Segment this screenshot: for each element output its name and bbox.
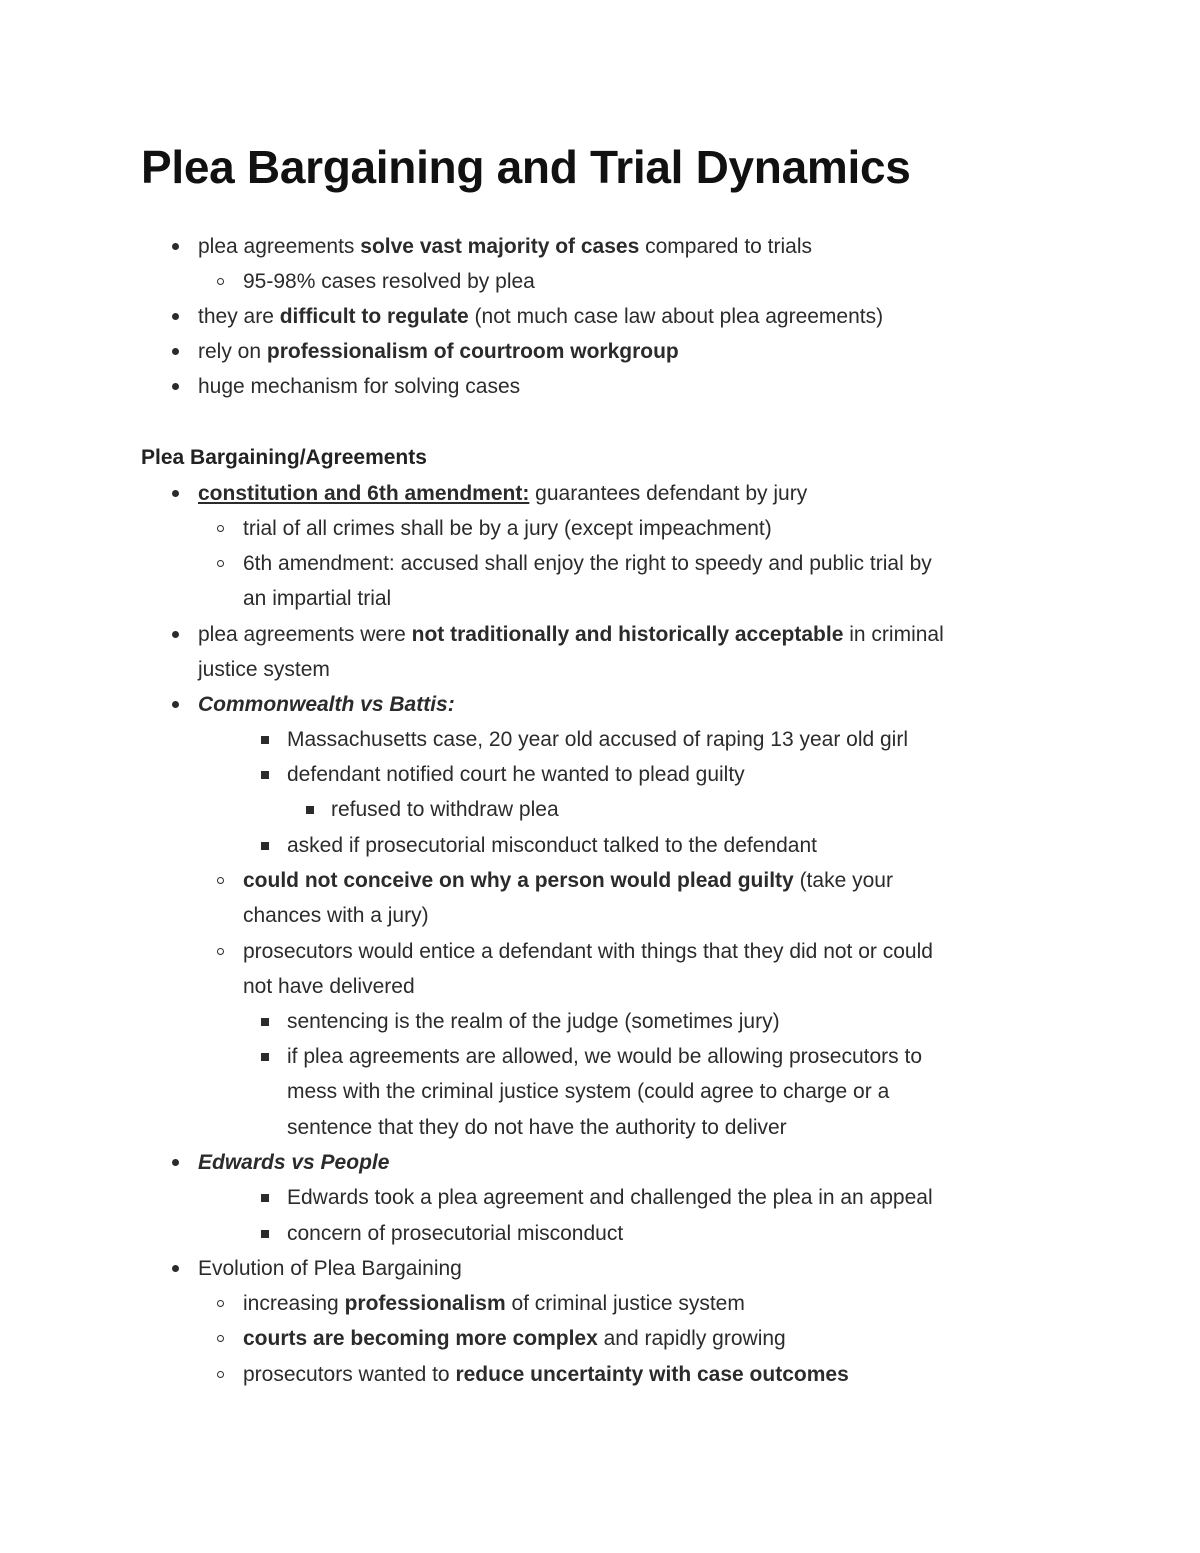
disc-bullet-icon: [172, 1265, 179, 1272]
item-text: if plea agreements are allowed, we would be allowing prosecutors to: [287, 1045, 923, 1068]
list-item: [243, 546, 932, 581]
case-name: Edwards vs People: [198, 1151, 390, 1174]
item-text: huge mechanism for solving cases: [198, 375, 521, 398]
section-heading: Plea Bargaining/Agreements: [141, 446, 427, 469]
item-text: Edwards took a plea agreement and challenged the plea in an appeal: [287, 1186, 933, 1209]
item-text: of criminal justice system: [505, 1292, 745, 1315]
page-title: Plea Bargaining and Trial Dynamics: [141, 141, 911, 193]
square-bullet-icon: [261, 1053, 269, 1061]
circle-bullet-icon: [217, 525, 224, 532]
item-text: defendant notified court he wanted to plead guilty: [287, 763, 745, 786]
item-text-bold: courts are becoming more complex: [243, 1327, 598, 1350]
square-bullet-icon: [261, 1018, 269, 1026]
circle-bullet-icon: [217, 1335, 224, 1342]
disc-bullet-icon: [172, 313, 179, 320]
square-bullet-icon: [261, 842, 269, 850]
list-item: [243, 264, 535, 299]
item-text: asked if prosecutorial misconduct talked to the defendant: [287, 834, 817, 857]
item-text: Massachusetts case, 20 year old accused of raping 13 year old girl: [287, 728, 909, 751]
list-item: [198, 476, 807, 511]
item-text: justice system: [198, 658, 330, 681]
item-text: prosecutors would entice a defendant with things that they did not or could: [243, 940, 933, 963]
list-item: [198, 687, 455, 722]
item-text: rely on: [198, 340, 267, 363]
disc-bullet-icon: [172, 631, 179, 638]
list-item: [243, 1321, 786, 1356]
list-item: [243, 1286, 745, 1321]
item-text-bold: not traditionally and historically acceptable: [411, 623, 844, 646]
list-item: [287, 1180, 933, 1215]
list-item: [243, 1357, 849, 1392]
item-text-bold: solve vast majority of cases: [360, 235, 640, 258]
list-item: [198, 229, 812, 264]
square-bullet-icon: [261, 771, 269, 779]
list-item: [287, 1216, 623, 1251]
list-item: [287, 1004, 780, 1039]
disc-bullet-icon: [172, 383, 179, 390]
item-text: (take your: [793, 869, 893, 892]
list-item: [331, 792, 559, 827]
list-item: [243, 511, 772, 546]
item-text: sentence that they do not have the authority to deliver: [287, 1116, 787, 1139]
list-item: [198, 334, 679, 369]
disc-bullet-icon: [172, 348, 179, 355]
list-item: [243, 934, 933, 969]
list-item: [198, 299, 883, 334]
item-text: not have delivered: [243, 975, 415, 998]
list-item: [198, 617, 944, 652]
item-text: increasing: [243, 1292, 345, 1315]
item-text: mess with the criminal justice system (could agree to charge or a: [287, 1080, 890, 1103]
item-text: prosecutors wanted to: [243, 1363, 456, 1386]
list-item: [198, 369, 520, 404]
list-item-continuation: [198, 652, 330, 687]
item-text: Evolution of Plea Bargaining: [198, 1257, 462, 1280]
item-text-bold: professionalism of courtroom workgroup: [266, 340, 679, 363]
list-item: [198, 1145, 389, 1180]
square-bullet-icon: [261, 1194, 269, 1202]
list-item: [198, 1251, 462, 1286]
item-text-bold: could not conceive on why a person would plead guilty: [243, 869, 794, 892]
disc-bullet-icon: [172, 490, 179, 497]
circle-bullet-icon: [217, 948, 224, 955]
disc-bullet-icon: [172, 1159, 179, 1166]
item-text: in criminal: [843, 623, 944, 646]
list-item-continuation: [287, 1110, 787, 1145]
list-item-continuation: [243, 969, 415, 1004]
item-text: plea agreements: [198, 235, 361, 258]
case-name: Commonwealth vs Battis:: [198, 693, 455, 716]
circle-bullet-icon: [217, 278, 224, 285]
item-text: (not much case law about plea agreements): [468, 305, 884, 328]
item-text: an impartial trial: [243, 587, 392, 610]
disc-bullet-icon: [172, 701, 179, 708]
circle-bullet-icon: [217, 560, 224, 567]
item-text: compared to trials: [639, 235, 813, 258]
list-item: [287, 828, 817, 863]
item-text: trial of all crimes shall be by a jury (except impeachment): [243, 517, 772, 540]
square-bullet-icon: [261, 736, 269, 744]
item-text-bold: professionalism: [344, 1292, 506, 1315]
list-item-continuation: [243, 898, 429, 933]
item-text: 95-98% cases resolved by plea: [243, 270, 535, 293]
item-text: and rapidly growing: [597, 1327, 786, 1350]
circle-bullet-icon: [217, 1300, 224, 1307]
list-item: [243, 863, 893, 898]
item-text-bold: reduce uncertainty with case outcomes: [455, 1363, 849, 1386]
item-text-bold-underline: constitution and 6th amendment:: [198, 482, 530, 505]
item-text: refused to withdraw plea: [331, 798, 559, 821]
item-text: concern of prosecutorial misconduct: [287, 1222, 624, 1245]
list-item: [287, 1039, 922, 1074]
list-item: [287, 757, 745, 792]
item-text: 6th amendment: accused shall enjoy the right to speedy and public trial by: [243, 552, 932, 575]
item-text: plea agreements were: [198, 623, 412, 646]
item-text: guarantees defendant by jury: [529, 482, 808, 505]
circle-bullet-icon: [217, 1371, 224, 1378]
item-text: they are: [198, 305, 280, 328]
square-bullet-icon: [261, 1230, 269, 1238]
square-bullet-icon: [306, 806, 314, 814]
item-text: sentencing is the realm of the judge (sometimes jury): [287, 1010, 780, 1033]
list-item-continuation: [287, 1074, 889, 1109]
disc-bullet-icon: [172, 243, 179, 250]
list-item-continuation: [243, 581, 391, 616]
item-text-bold: difficult to regulate: [279, 305, 469, 328]
list-item: [287, 722, 908, 757]
item-text: chances with a jury): [243, 904, 429, 927]
circle-bullet-icon: [217, 877, 224, 884]
